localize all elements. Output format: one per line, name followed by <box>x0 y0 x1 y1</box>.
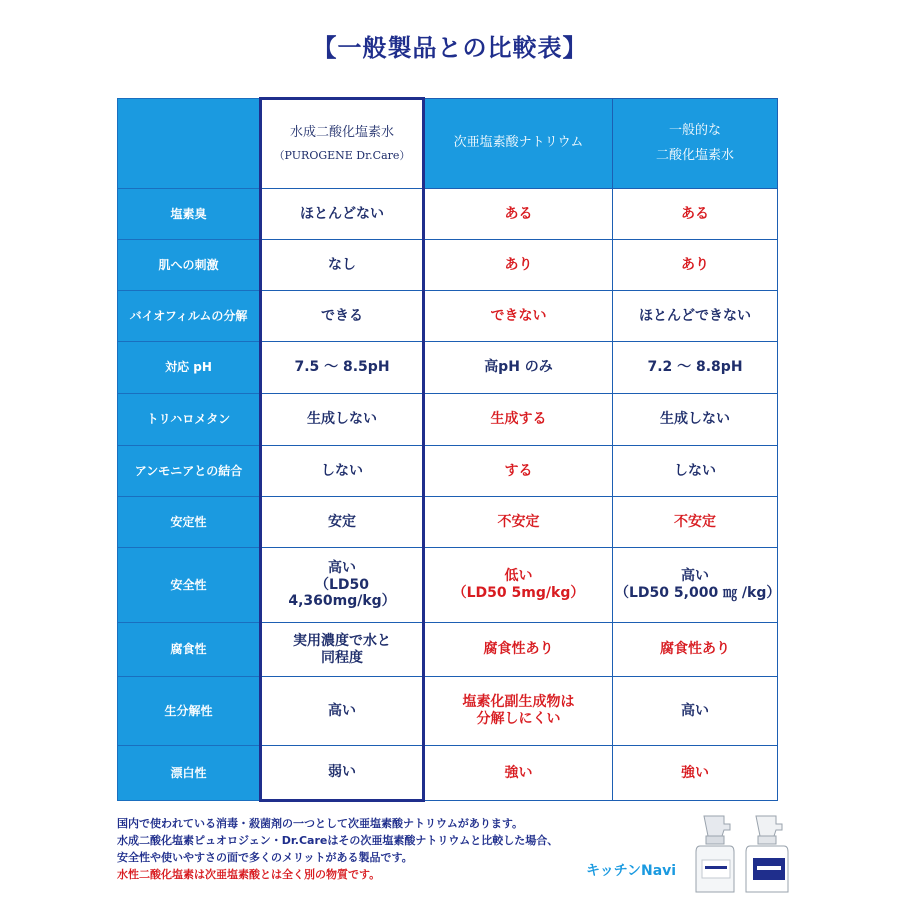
header-purogene-line2: （PUROGENE Dr.Care） <box>273 148 411 162</box>
cell-hypochlorite: 高pH のみ <box>424 342 613 394</box>
cell-hypochlorite: 腐食性あり <box>424 623 613 677</box>
cell-purogene: ほとんどない <box>261 189 424 240</box>
cell-purogene: 生成しない <box>261 394 424 446</box>
cell-hypochlorite <box>424 548 613 623</box>
table-row <box>118 548 778 623</box>
row-label: アンモニアとの結合 <box>118 446 261 497</box>
row-label: 安全性 <box>118 548 261 623</box>
table-row <box>118 446 778 497</box>
cell-subtext: （LD50 5mg/kg） <box>452 585 585 601</box>
cell-hypochlorite: できない <box>424 291 613 342</box>
cell-general: 不安定 <box>613 497 778 548</box>
footnote-line: 水成二酸化塩素ピュオロジェン・Dr.Careはその次亜塩素酸ナトリウムと比較した場合、 <box>117 834 559 847</box>
table-header-row <box>118 99 778 189</box>
cell-subtext: 同程度 <box>321 649 363 666</box>
cell-hypochlorite: 不安定 <box>424 497 613 548</box>
comparison-table <box>117 97 781 802</box>
cell-purogene: なし <box>261 240 424 291</box>
cell-hypochlorite: 生成する <box>424 394 613 446</box>
row-label: バイオフィルムの分解 <box>118 291 261 342</box>
table-row <box>118 291 778 342</box>
cell-subtext: （LD50 5,000 ㎎ /kg） <box>615 585 781 601</box>
cell-hypochlorite <box>424 677 613 746</box>
cell-hypochlorite: する <box>424 446 613 497</box>
row-label: 対応 pH <box>118 342 261 394</box>
cell-general: 生成しない <box>613 394 778 446</box>
table-row <box>118 394 778 446</box>
cell-text: 高い <box>681 568 709 585</box>
footnote-warning: 水性二酸化塩素は次亜塩素酸とは全く別の物質です。 <box>117 868 381 881</box>
cell-text: 塩素化副生成物は <box>462 694 575 711</box>
cell-purogene <box>261 548 424 623</box>
cell-text: 実用濃度で水と <box>293 632 391 649</box>
cell-purogene: 高い <box>261 677 424 746</box>
table-row <box>118 497 778 548</box>
row-label: 肌への刺激 <box>118 240 261 291</box>
header-purogene <box>261 99 424 189</box>
row-label: トリハロメタン <box>118 394 261 446</box>
footnote-line: 国内で使われている消毒・殺菌剤の一つとして次亜塩素酸ナトリウムがあります。 <box>117 817 524 830</box>
cell-general: しない <box>613 446 778 497</box>
cell-purogene: 7.5 ～ 8.5pH <box>261 342 424 394</box>
cell-text: 低い <box>504 568 533 585</box>
header-general-chlorine-dioxide <box>613 99 778 189</box>
row-label: 漂白性 <box>118 746 261 801</box>
cell-general <box>613 548 781 623</box>
header-purogene-line1: 水成二酸化塩素水 <box>289 125 394 141</box>
cell-general: 強い <box>613 746 778 801</box>
cell-general: ほとんどできない <box>613 291 778 342</box>
row-label: 生分解性 <box>118 677 261 746</box>
table-row <box>118 240 778 291</box>
spray-bottle-icon <box>690 812 742 896</box>
cell-purogene: できる <box>261 291 424 342</box>
row-label: 安定性 <box>118 497 261 548</box>
cell-general: 高い <box>613 677 778 746</box>
table-row <box>118 623 778 677</box>
row-label: 塩素臭 <box>118 189 261 240</box>
row-label: 腐食性 <box>118 623 261 677</box>
cell-subtext: 分解しにくい <box>476 711 561 727</box>
cell-subtext: （LD50 4,360mg/kg） <box>288 576 396 610</box>
cell-purogene <box>261 623 424 677</box>
brand-logo: キッチンNavi <box>586 863 677 879</box>
cell-general: 腐食性あり <box>613 623 778 677</box>
header-general-line2: 二酸化塩素水 <box>655 147 734 163</box>
cell-general: 7.2 ～ 8.8pH <box>613 342 778 394</box>
cell-purogene: しない <box>261 446 424 497</box>
table-row <box>118 189 778 240</box>
cell-text: 高い <box>328 559 356 576</box>
header-general-line1: 一般的な <box>668 122 721 138</box>
cell-general: あり <box>613 240 778 291</box>
footnote-line: 安全性や使いやすさの面で多くのメリットがある製品です。 <box>117 851 413 864</box>
cell-hypochlorite: 強い <box>424 746 613 801</box>
table-row <box>118 677 778 746</box>
cell-hypochlorite: ある <box>424 189 613 240</box>
spray-bottle-icon <box>740 812 796 896</box>
cell-purogene: 安定 <box>261 497 424 548</box>
table-row <box>118 746 778 801</box>
cell-purogene: 弱い <box>261 746 424 801</box>
cell-hypochlorite: あり <box>424 240 613 291</box>
cell-general: ある <box>613 189 778 240</box>
header-sodium-hypochlorite-label: 次亜塩素酸ナトリウム <box>453 135 584 151</box>
table-row <box>118 342 778 394</box>
page-title: 【一般製品との比較表】 <box>312 34 588 62</box>
header-corner <box>118 99 261 189</box>
header-sodium-hypochlorite <box>424 99 613 189</box>
